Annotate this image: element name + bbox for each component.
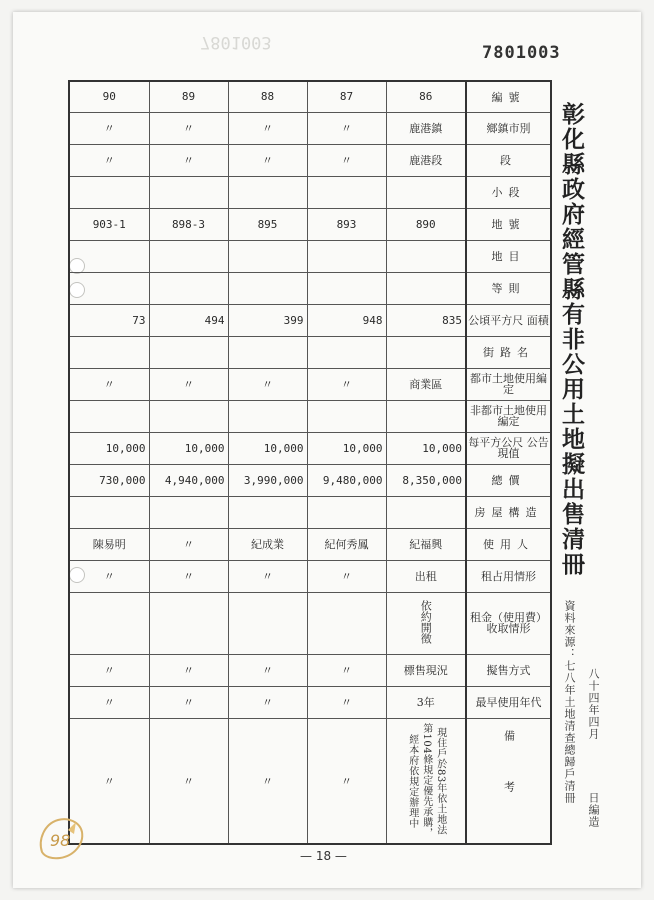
- table-row: [69, 240, 551, 272]
- cell-remark: [386, 718, 466, 844]
- cell-fee: 依約開徵: [386, 592, 466, 654]
- cell-street: [149, 336, 228, 368]
- cell-use: [149, 240, 228, 272]
- cell-district: 〃: [149, 112, 228, 144]
- cell-subsection: [386, 176, 466, 208]
- cell-remark: 〃: [69, 718, 149, 844]
- cell-sale-method: 〃: [69, 654, 149, 686]
- cell-rent: 出租: [386, 560, 466, 592]
- table-row: [69, 654, 551, 686]
- cell-rent: 〃: [307, 560, 386, 592]
- table-row: [69, 144, 551, 176]
- document-number: 7801003: [482, 43, 561, 63]
- row-header-street: 街路名: [466, 336, 551, 368]
- cell-use: [307, 240, 386, 272]
- cell-unit-price: 10,000: [307, 432, 386, 464]
- row-header-remark: 備考: [466, 718, 551, 844]
- cell-year-usage: 〃: [307, 686, 386, 718]
- cell-total-price: 8,350,000: [386, 464, 466, 496]
- cell-no: 88: [228, 81, 307, 112]
- cell-no: 86: [386, 81, 466, 112]
- cell-grade: [386, 272, 466, 304]
- cell-year-usage: 3年: [386, 686, 466, 718]
- cell-nonurban-use: [149, 400, 228, 432]
- cell-no: 89: [149, 81, 228, 112]
- cell-area: 948: [307, 304, 386, 336]
- cell-grade: [228, 272, 307, 304]
- row-header-user: 使用人: [466, 528, 551, 560]
- cell-grade: [69, 272, 149, 304]
- cell-user: 〃: [149, 528, 228, 560]
- cell-street: [386, 336, 466, 368]
- table-row: [69, 496, 551, 528]
- cell-section: 〃: [69, 144, 149, 176]
- source-note: 資料來源：七八年土地清查總歸戶清冊: [563, 600, 576, 804]
- cell-urban-use: 〃: [69, 368, 149, 400]
- table-row: [69, 304, 551, 336]
- price-label: 公告現值: [497, 436, 549, 460]
- cell-sale-method: 〃: [307, 654, 386, 686]
- cell-rent: 〃: [228, 560, 307, 592]
- row-header-nonurban-use: 非都市土地使用編定: [466, 400, 551, 432]
- cell-district: 〃: [307, 112, 386, 144]
- cell-sale-method: 〃: [149, 654, 228, 686]
- cell-sale-method: 標售現況: [386, 654, 466, 686]
- cell-area: 399: [228, 304, 307, 336]
- cell-grade: [149, 272, 228, 304]
- row-header-sale-method: 擬售方式: [466, 654, 551, 686]
- cell-no: 87: [307, 81, 386, 112]
- table-row: [69, 112, 551, 144]
- row-header-district: 鄉鎮市別: [466, 112, 551, 144]
- row-header-subsection: 小段: [466, 176, 551, 208]
- area-label: 面積: [526, 313, 549, 327]
- row-header-year-usage: 最早使用年代: [466, 686, 551, 718]
- cell-remark: 〃: [307, 718, 386, 844]
- cell-unit-price: 10,000: [386, 432, 466, 464]
- table-row: [69, 432, 551, 464]
- cell-district: 〃: [69, 112, 149, 144]
- cell-year-usage: 〃: [149, 686, 228, 718]
- cell-total-price: 3,990,000: [228, 464, 307, 496]
- table-row: [69, 718, 551, 844]
- cell-street: [228, 336, 307, 368]
- cell-use: [228, 240, 307, 272]
- cell-nonurban-use: [307, 400, 386, 432]
- cell-fee: [69, 592, 149, 654]
- table-row: [69, 208, 551, 240]
- cell-lot: 903-1: [69, 208, 149, 240]
- cell-sale-method: 〃: [228, 654, 307, 686]
- table-row: [69, 272, 551, 304]
- cell-subsection: [69, 176, 149, 208]
- cell-building: [307, 496, 386, 528]
- cell-total-price: 730,000: [69, 464, 149, 496]
- cell-remark: 〃: [149, 718, 228, 844]
- bleed-through-number: 7801003: [200, 32, 272, 52]
- cell-user: 陳易明: [69, 528, 149, 560]
- cell-year-usage: 〃: [69, 686, 149, 718]
- cell-street: [69, 336, 149, 368]
- unit-price-label: 每平方公尺: [468, 436, 524, 449]
- cell-district: 鹿港鎮: [386, 112, 466, 144]
- cell-unit-price: 10,000: [69, 432, 149, 464]
- table-row: [69, 400, 551, 432]
- cell-subsection: [149, 176, 228, 208]
- cell-remark: 〃: [228, 718, 307, 844]
- cell-unit-price: 10,000: [228, 432, 307, 464]
- cell-use: [69, 240, 149, 272]
- cell-building: [69, 496, 149, 528]
- area-unit-label: 公頃平方尺: [468, 313, 524, 327]
- cell-grade: [307, 272, 386, 304]
- cell-urban-use: 〃: [228, 368, 307, 400]
- cell-user: 紀何秀鳳: [307, 528, 386, 560]
- cell-lot: 898-3: [149, 208, 228, 240]
- remark-text: 現住戶於83年依土地法第104條規定優先承購，經本府依規定辦理中: [406, 723, 446, 839]
- cell-user: 紀福興: [386, 528, 466, 560]
- cell-urban-use: 商業區: [386, 368, 466, 400]
- row-header-section: 段: [466, 144, 551, 176]
- cell-urban-use: 〃: [149, 368, 228, 400]
- cell-building: [228, 496, 307, 528]
- cell-urban-use: 〃: [307, 368, 386, 400]
- cell-area: 73: [69, 304, 149, 336]
- cell-rent: 〃: [69, 560, 149, 592]
- table-row: [69, 528, 551, 560]
- cell-nonurban-use: [228, 400, 307, 432]
- cell-unit-price: 10,000: [149, 432, 228, 464]
- cell-nonurban-use: [69, 400, 149, 432]
- row-header-total-price: 總價: [466, 464, 551, 496]
- cell-use: [386, 240, 466, 272]
- cell-district: 〃: [228, 112, 307, 144]
- cell-fee: [228, 592, 307, 654]
- cell-fee: [149, 592, 228, 654]
- cell-section: 〃: [149, 144, 228, 176]
- compile-label: 日編造: [587, 792, 600, 828]
- land-sale-table: [68, 80, 552, 845]
- row-header-price: [466, 432, 551, 464]
- cell-subsection: [228, 176, 307, 208]
- svg-text:98: 98: [50, 831, 71, 850]
- page-number: — 18 —: [300, 849, 347, 863]
- archive-logo-icon: [28, 800, 96, 868]
- cell-subsection: [307, 176, 386, 208]
- table-row: [69, 592, 551, 654]
- table-row: [69, 368, 551, 400]
- row-header-use: 地目: [466, 240, 551, 272]
- cell-section: 〃: [228, 144, 307, 176]
- cell-user: 紀成業: [228, 528, 307, 560]
- compile-date: 八十四年四月: [587, 668, 600, 740]
- cell-total-price: 9,480,000: [307, 464, 386, 496]
- cell-building: [149, 496, 228, 528]
- cell-lot: 895: [228, 208, 307, 240]
- table-row: [69, 560, 551, 592]
- cell-rent: 〃: [149, 560, 228, 592]
- table-row: [69, 464, 551, 496]
- table-row: [69, 336, 551, 368]
- table-row: [69, 686, 551, 718]
- row-header-urban-use: 都市土地使用編定: [466, 368, 551, 400]
- cell-area: 835: [386, 304, 466, 336]
- cell-year-usage: 〃: [228, 686, 307, 718]
- row-header-area: [466, 304, 551, 336]
- table-row: [69, 176, 551, 208]
- document-title: 彰化縣政府經管縣有非公用土地擬出售清冊: [558, 102, 585, 577]
- row-header-rent: 租占用情形: [466, 560, 551, 592]
- row-header-lot: 地號: [466, 208, 551, 240]
- cell-lot: 893: [307, 208, 386, 240]
- cell-area: 494: [149, 304, 228, 336]
- cell-total-price: 4,940,000: [149, 464, 228, 496]
- row-header-no: 編號: [466, 81, 551, 112]
- row-header-grade: 等則: [466, 272, 551, 304]
- cell-no: 90: [69, 81, 149, 112]
- cell-lot: 890: [386, 208, 466, 240]
- row-header-fee: 租金（使用費）收取情形: [466, 592, 551, 654]
- cell-street: [307, 336, 386, 368]
- row-header-building: 房屋構造: [466, 496, 551, 528]
- cell-section: 〃: [307, 144, 386, 176]
- table-row: [69, 81, 551, 112]
- cell-building: [386, 496, 466, 528]
- cell-nonurban-use: [386, 400, 466, 432]
- cell-section: 鹿港段: [386, 144, 466, 176]
- cell-fee: [307, 592, 386, 654]
